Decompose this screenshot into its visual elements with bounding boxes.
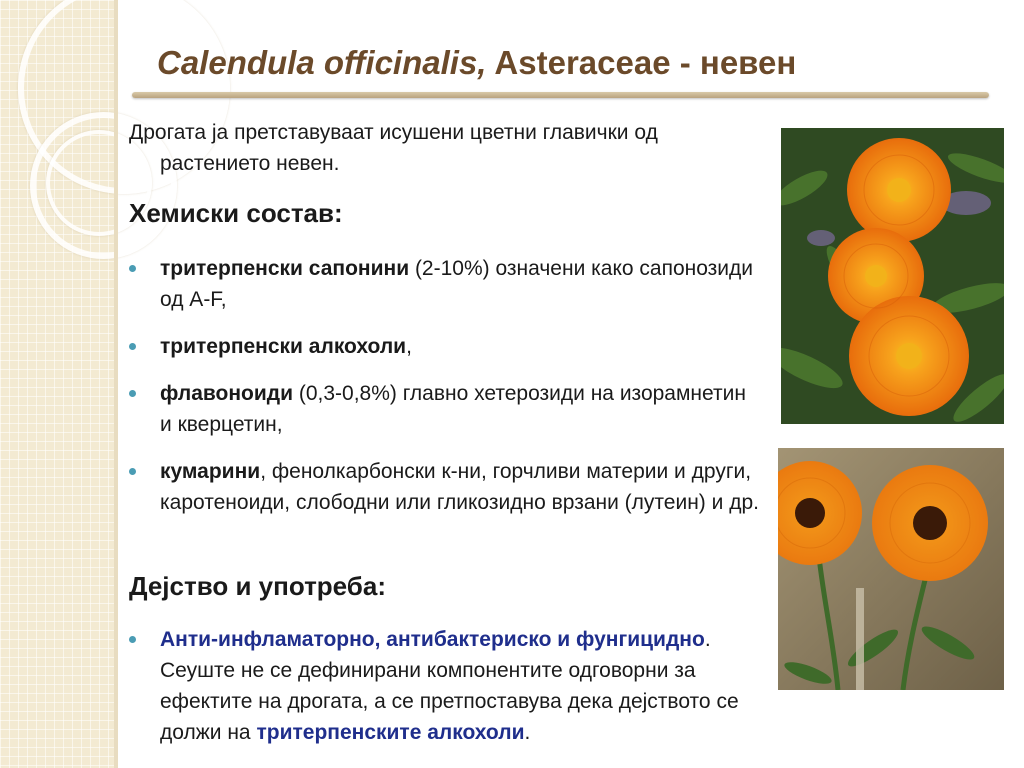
bullet-text: (2-10%) означени како сапонозиди од A-F, [160, 257, 754, 311]
calendula-photo-top [781, 128, 1004, 424]
bullet-text: , фенолкарбонски к-ни, горчливи материи и други, каротеноиди, слободни или гликозидно врзани (лутеин) и др. [160, 460, 759, 514]
bullet-bold-term: флавоноиди [160, 382, 293, 405]
calendula-photo-top-illustration [781, 128, 1004, 424]
calendula-photo-bottom-illustration [778, 448, 1004, 690]
bullet-highlight-term-2: тритерпенските алкохоли [256, 721, 525, 744]
bullet-item-coumarins [160, 456, 760, 518]
bullet-text: (0,3-0,8%) главно хетерозиди на изорамнетин и кверцетин, [160, 382, 746, 436]
bullet-text-end: . [524, 721, 531, 744]
bullet-bold-term: кумарини [160, 460, 261, 483]
intro-line-2: растението невен. [160, 152, 340, 175]
bullet-text: , [406, 335, 412, 358]
slide-title [157, 44, 796, 82]
bullet-item-alcohols [160, 331, 760, 362]
section-heading-action: Дејство и употреба: [129, 571, 386, 601]
bullet-bold-term: тритерпенски алкохоли [160, 335, 407, 358]
bullet-bold-term: тритерпенски сапонини [160, 257, 410, 280]
bullet-item-saponins [160, 253, 760, 315]
intro-paragraph [129, 117, 749, 179]
title-latin-name: Calendula officinalis, [157, 44, 487, 81]
bullet-text: . Сеуште не се дефинирани компонентите одговорни за ефектите на дрогата, а се претпоставува дека дејството се должи на [160, 628, 739, 744]
bullet-highlight-term: Анти-инфламаторно, антибактериско и фунгицидно [160, 628, 705, 651]
intro-line-1: Дрогата ја претставуваат исушени цветни главички од [129, 121, 658, 144]
title-divider [132, 92, 989, 98]
section-heading-composition: Хемиски состав: [129, 198, 343, 228]
bullet-item-flavonoids [160, 378, 760, 440]
title-family: Asteraceae - невен [494, 44, 797, 81]
decorative-left-band [0, 0, 114, 768]
decorative-band-edge [114, 0, 118, 768]
bullet-item-action [160, 624, 760, 748]
calendula-photo-bottom [778, 448, 1004, 690]
